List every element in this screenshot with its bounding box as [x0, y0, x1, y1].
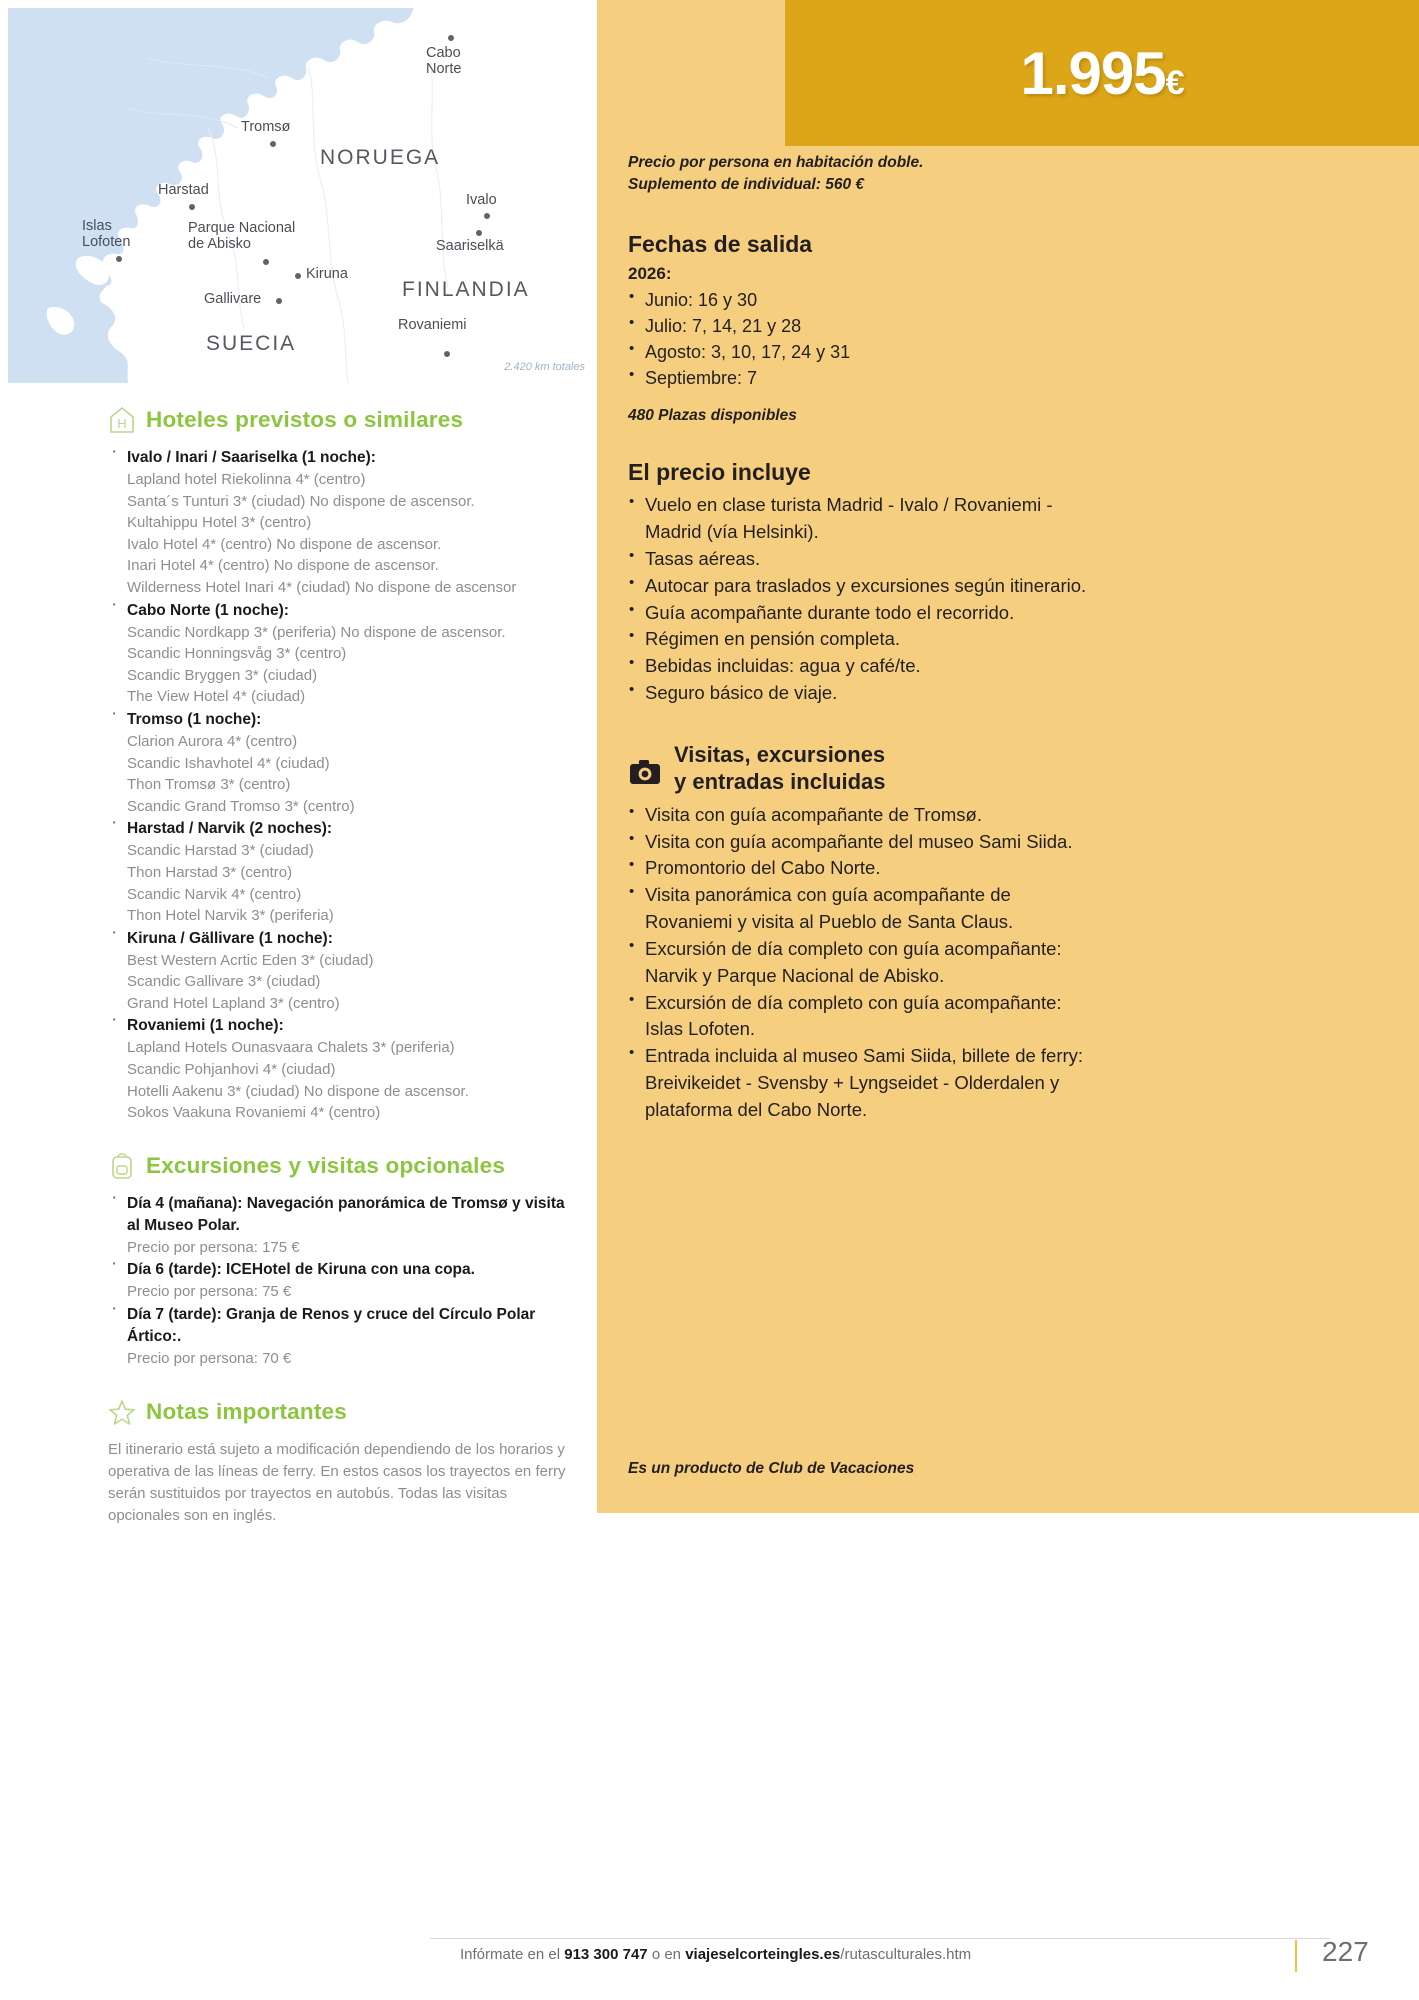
- hotel-group: [108, 818, 578, 926]
- optional-excursion-title: · Día 6 (tarde): ICEHotel de Kiruna con una copa.: [127, 1261, 475, 1279]
- hotel-group-title: · Tromso (1 noche):: [127, 710, 262, 728]
- visit-item: • Visita panorámica con guía acompañante de Rovaniemi y visita al Pueblo de Santa Claus.: [628, 882, 1088, 936]
- map-landmass-icon: [8, 8, 597, 383]
- page-number: 227: [1322, 1936, 1369, 1967]
- hotel-group-title: · Rovaniemi (1 noche):: [127, 1017, 284, 1035]
- notes-text: El itinerario está sujeto a modificación dependiendo de los horarios y operativa de las líneas de ferry. En estos casos los trayectos en ferry serán sustituidos por trayectos en autobús. Todas las visitas opcionales son en inglés.: [108, 1440, 566, 1524]
- price-amount: 1.995: [1020, 39, 1166, 107]
- map-city-dot: [295, 273, 301, 279]
- visits-section-header: [628, 741, 1088, 796]
- visit-item: • Visita con guía acompañante de Tromsø.: [628, 802, 1088, 829]
- map-label: Parque Nacional de Abisko: [188, 220, 296, 252]
- footer-site[interactable]: viajeselcorteingles.es: [685, 1946, 841, 1963]
- optional-excursion-price: Precio por persona: 75 €: [127, 1283, 292, 1301]
- includes-title: El precio incluye: [628, 459, 811, 486]
- left-column: [0, 0, 597, 1920]
- hotel-item: Grand Hotel Lapland 3* (centro): [127, 994, 340, 1012]
- departure-month-item: • Julio: 7, 14, 21 y 28: [628, 313, 1088, 339]
- price-includes-list: [628, 492, 1088, 707]
- hotel-group: [108, 709, 578, 817]
- availability-text: 480 Plazas disponibles: [628, 407, 797, 425]
- departure-month-item: • Junio: 16 y 30: [628, 287, 1088, 313]
- map-scale-note: 2.420 km totales: [504, 360, 585, 373]
- price-note-line1: Precio por persona en habitación doble.: [628, 154, 924, 171]
- hotel-item: The View Hotel 4* (ciudad): [127, 688, 306, 706]
- departures-title: Fechas de salida: [628, 230, 813, 257]
- hotel-item: Santa´s Tunturi 3* (ciudad) No dispone de ascensor.: [127, 492, 475, 510]
- map-city-dot: [263, 259, 269, 265]
- notes-title: Notas importantes: [146, 1398, 347, 1424]
- map-label: Ivalo: [466, 192, 497, 208]
- footer-divider: [430, 1938, 1330, 1939]
- hotel-item: Scandic Grand Tromso 3* (centro): [127, 797, 355, 815]
- left-content: [108, 405, 578, 1527]
- hotel-item: Kultahippu Hotel 3* (centro): [127, 514, 312, 532]
- hotel-item: Thon Tromsø 3* (centro): [127, 776, 291, 794]
- hotel-item: Thon Hotel Narvik 3* (periferia): [127, 907, 334, 925]
- hotel-item: Lapland hotel Riekolinna 4* (centro): [127, 471, 366, 488]
- hotel-item: Scandic Bryggen 3* (ciudad): [127, 666, 318, 684]
- map-label: Tromsø: [241, 119, 291, 135]
- excursions-title: Excursiones y visitas opcionales: [146, 1152, 506, 1178]
- map-label: Harstad: [158, 182, 209, 198]
- hotel-item: Scandic Ishavhotel 4* (ciudad): [127, 754, 330, 772]
- right-panel: [597, 0, 1419, 1513]
- hotels-list: [108, 447, 578, 1124]
- right-content: [628, 146, 1088, 1124]
- includes-item: • Bebidas incluidas: agua y café/te.: [628, 653, 1088, 680]
- includes-item: • Guía acompañante durante todo el recorrido.: [628, 600, 1088, 627]
- optional-excursion-price: Precio por persona: 175 €: [127, 1238, 300, 1256]
- hotel-item: Scandic Narvik 4* (centro): [127, 885, 302, 903]
- includes-item: • Tasas aéreas.: [628, 546, 1088, 573]
- product-provider-note: Es un producto de Club de Vacaciones: [628, 1460, 915, 1477]
- map-label: Rovaniemi: [398, 317, 467, 333]
- map-city-dot: [484, 213, 490, 219]
- hotel-item: Scandic Gallivare 3* (ciudad): [127, 973, 321, 991]
- footer-path[interactable]: /rutasculturales.htm: [840, 1946, 972, 1963]
- hotel-group-title: · Cabo Norte (1 noche):: [127, 601, 289, 619]
- visit-item: • Excursión de día completo con guía acompañante: Narvik y Parque Nacional de Abisko.: [628, 936, 1088, 990]
- includes-item: • Vuelo en clase turista Madrid - Ivalo / Rovaniemi - Madrid (vía Helsinki).: [628, 492, 1088, 546]
- hotel-group: [108, 447, 578, 599]
- departure-dates-list: [628, 287, 1088, 391]
- optional-excursions-list: [108, 1193, 578, 1370]
- visits-title: [674, 741, 886, 796]
- optional-excursion-title: · Día 7 (tarde): Granja de Renos y cruce del Círculo Polar Ártico:.: [127, 1306, 536, 1346]
- hotel-item: Inari Hotel 4* (centro) No dispone de ascensor.: [127, 557, 439, 575]
- visit-item: • Visita con guía acompañante del museo Sami Siida.: [628, 829, 1088, 856]
- hotel-group: [108, 600, 578, 708]
- svg-text:H: H: [117, 416, 127, 431]
- map-label: SUECIA: [206, 332, 297, 355]
- visit-item: • Excursión de día completo con guía acompañante: Islas Lofoten.: [628, 990, 1088, 1044]
- hotels-title: Hoteles previstos o similares: [146, 407, 464, 432]
- optional-excursion-item: [108, 1193, 578, 1259]
- hotel-item: Lapland Hotels Ounasvaara Chalets 3* (periferia): [127, 1039, 455, 1057]
- hotel-group-title: · Ivalo / Inari / Saariselka (1 noche):: [127, 449, 376, 466]
- price-currency: €: [1165, 63, 1184, 102]
- visit-item: • Entrada incluida al museo Sami Siida, billete de ferry: Breivikeidet - Svensby + Lyngseidet - Olderdalen y plataforma del Cabo Norte.: [628, 1043, 1088, 1123]
- hotel-item: Ivalo Hotel 4* (centro) No dispone de ascensor.: [127, 535, 442, 553]
- footer-middle: o en: [647, 1946, 686, 1963]
- star-icon: [108, 1397, 136, 1427]
- notes-section-header: [108, 1397, 578, 1427]
- hotel-item: Scandic Pohjanhovi 4* (ciudad): [127, 1061, 336, 1079]
- includes-item: • Régimen en pensión completa.: [628, 626, 1088, 653]
- map-label: Kiruna: [306, 266, 348, 282]
- camera-icon: [628, 757, 662, 787]
- map-label: Gallivare: [204, 291, 262, 307]
- map-city-dot: [276, 298, 282, 304]
- hotel-group: [108, 928, 578, 1015]
- hotel-item: Scandic Nordkapp 3* (periferia) No dispone de ascensor.: [127, 623, 506, 641]
- hotel-house-icon: [108, 405, 136, 435]
- departures-year: 2026:: [628, 263, 672, 283]
- optional-excursion-price: Precio por persona: 70 €: [127, 1350, 292, 1368]
- included-visits-list: [628, 802, 1088, 1124]
- hotel-item: Sokos Vaakuna Rovaniemi 4* (centro): [127, 1104, 381, 1122]
- visit-item: • Promontorio del Cabo Norte.: [628, 855, 1088, 882]
- backpack-icon: [108, 1151, 136, 1181]
- map-label: Saariselkä: [436, 238, 504, 254]
- hotel-item: Scandic Harstad 3* (ciudad): [127, 842, 314, 860]
- price-note-line2: Suplemento de individual: 560 €: [628, 176, 864, 194]
- price-banner: [785, 0, 1419, 146]
- hotel-item: Scandic Honningsvåg 3* (centro): [127, 645, 347, 663]
- hotel-item: Wilderness Hotel Inari 4* (ciudad) No dispone de ascensor: [127, 578, 517, 596]
- map-city-dot: [116, 256, 122, 262]
- departure-month-item: • Agosto: 3, 10, 17, 24 y 31: [628, 339, 1088, 365]
- footer-prefix: Infórmate en el: [460, 1946, 565, 1963]
- optional-excursion-title: · Día 4 (mañana): Navegación panorámica de Tromsø y visita al Museo Polar.: [127, 1194, 565, 1234]
- map-city-dot: [448, 35, 454, 41]
- hotel-group-title: · Harstad / Narvik (2 noches):: [127, 820, 333, 838]
- map-city-dot: [444, 351, 450, 357]
- map-label: Islas Lofoten: [82, 218, 131, 250]
- visits-title-line1: Visitas, excursiones: [674, 741, 886, 767]
- price-value: [1020, 39, 1183, 108]
- hotels-section-header: [108, 405, 578, 435]
- departure-month-item: • Septiembre: 7: [628, 365, 1088, 391]
- includes-item: • Autocar para traslados y excursiones según itinerario.: [628, 573, 1088, 600]
- map-label: FINLANDIA: [402, 278, 530, 301]
- scandinavia-map: [8, 8, 597, 383]
- hotel-item: Best Western Acrtic Eden 3* (ciudad): [127, 951, 374, 969]
- footer-separator: [1295, 1940, 1297, 1972]
- excursions-section-header: [108, 1151, 578, 1181]
- visits-title-line2: y entradas incluidas: [674, 769, 886, 795]
- map-city-dot: [270, 141, 276, 147]
- includes-item: • Seguro básico de viaje.: [628, 680, 1088, 707]
- hotel-item: Clarion Aurora 4* (centro): [127, 732, 298, 750]
- hotel-item: Thon Harstad 3* (centro): [127, 863, 293, 881]
- hotel-item: Hotelli Aakenu 3* (ciudad) No dispone de ascensor.: [127, 1082, 469, 1100]
- map-label: NORUEGA: [320, 146, 441, 169]
- footer-phone[interactable]: 913 300 747: [564, 1946, 648, 1963]
- page-footer: [0, 1938, 1419, 1978]
- optional-excursion-item: [108, 1259, 578, 1303]
- footer-contact: [460, 1946, 971, 1963]
- map-city-dot: [476, 230, 482, 236]
- optional-excursion-item: [108, 1304, 578, 1370]
- map-label: Cabo Norte: [426, 45, 462, 77]
- hotel-group-title: · Kiruna / Gällivare (1 noche):: [127, 929, 333, 947]
- map-city-dot: [189, 204, 195, 210]
- hotel-group: [108, 1015, 578, 1123]
